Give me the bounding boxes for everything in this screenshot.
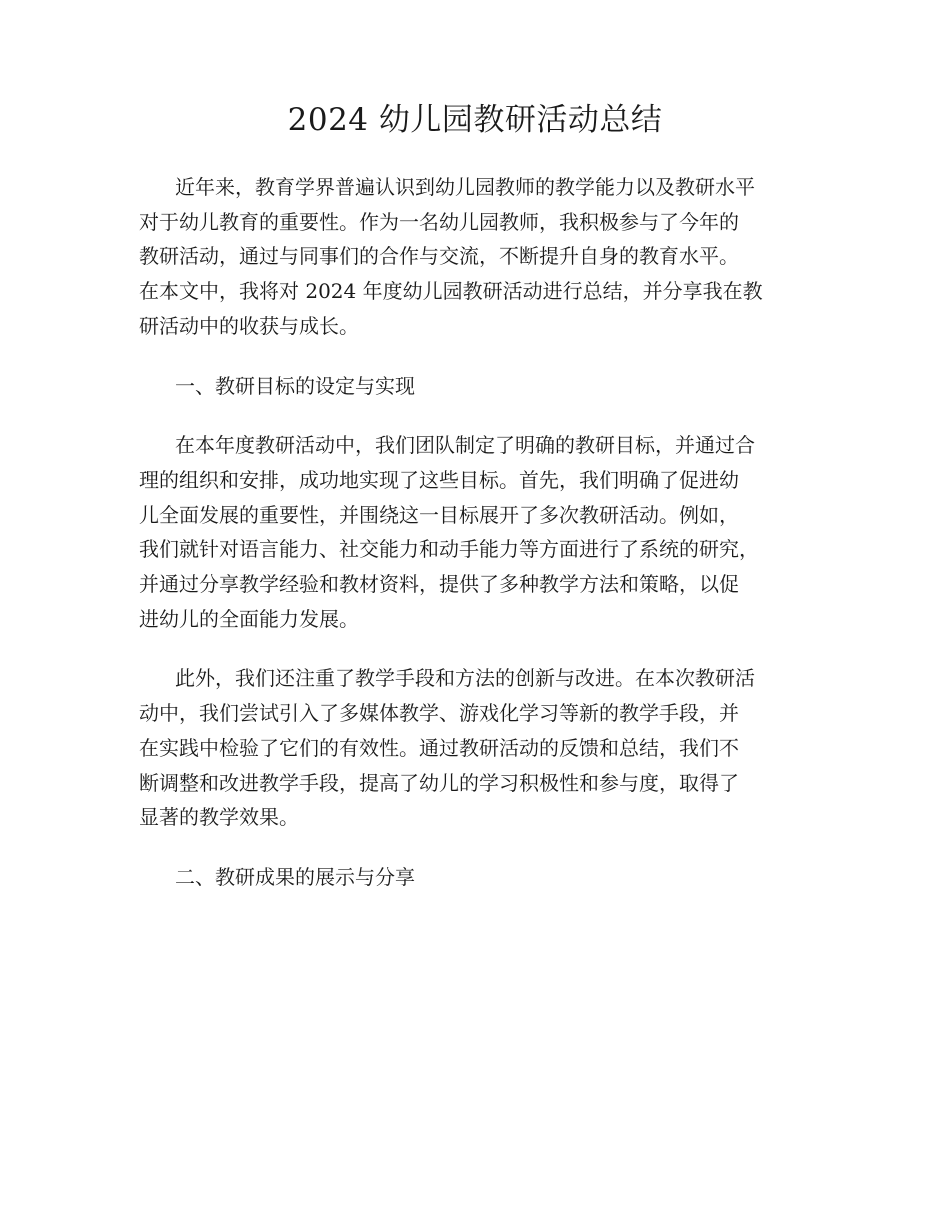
paragraph-line: 对于幼儿教育的重要性。作为一名幼儿园教师，我积极参与了今年的	[139, 209, 739, 234]
paragraph-line: 儿全面发展的重要性，并围绕这一目标展开了多次教研活动。例如，	[139, 502, 739, 527]
paragraph-line: 动中，我们尝试引入了多媒体教学、游戏化学习等新的教学手段，并	[139, 701, 739, 726]
paragraph-line: 在实践中检验了它们的有效性。通过教研活动的反馈和总结，我们不	[139, 735, 739, 760]
document-title: 2024 幼儿园教研活动总结	[287, 102, 663, 138]
paragraph-line: 进幼儿的全面能力发展。	[139, 606, 359, 631]
paragraph-line: 并通过分享教学经验和教材资料，提供了多种教学方法和策略，以促	[139, 572, 739, 597]
paragraph-line: 在本文中，我将对 2024 年度幼儿园教研活动进行总结，并分享我在教	[139, 279, 763, 304]
paragraph-line: 此外，我们还注重了教学手段和方法的创新与改进。在本次教研活	[175, 666, 755, 691]
paragraph-line: 显著的教学效果。	[139, 805, 299, 830]
section-heading-2	[139, 860, 829, 895]
document-body	[139, 170, 829, 920]
paragraph-line: 教研活动，通过与同事们的合作与交流，不断提升自身的教育水平。	[139, 244, 739, 269]
section-heading-1	[139, 369, 829, 404]
paragraph-methods	[139, 661, 829, 835]
paragraph-line: 近年来，教育学界普遍认识到幼儿园教师的教学能力以及教研水平	[175, 175, 755, 199]
paragraph-line: 理的组织和安排，成功地实现了这些目标。首先，我们明确了促进幼	[139, 467, 739, 492]
section-heading-text: 二、教研成果的展示与分享	[175, 864, 415, 889]
section-heading-text: 一、教研目标的设定与实现	[175, 373, 415, 398]
paragraph-intro	[139, 170, 829, 344]
paragraph-goals	[139, 428, 829, 636]
paragraph-line: 在本年度教研活动中，我们团队制定了明确的教研目标，并通过合	[175, 433, 755, 458]
paragraph-line: 研活动中的收获与成长。	[139, 313, 359, 338]
paragraph-line: 我们就针对语言能力、社交能力和动手能力等方面进行了系统的研究，	[139, 537, 759, 562]
paragraph-line: 断调整和改进教学手段，提高了幼儿的学习积极性和参与度，取得了	[139, 770, 739, 795]
